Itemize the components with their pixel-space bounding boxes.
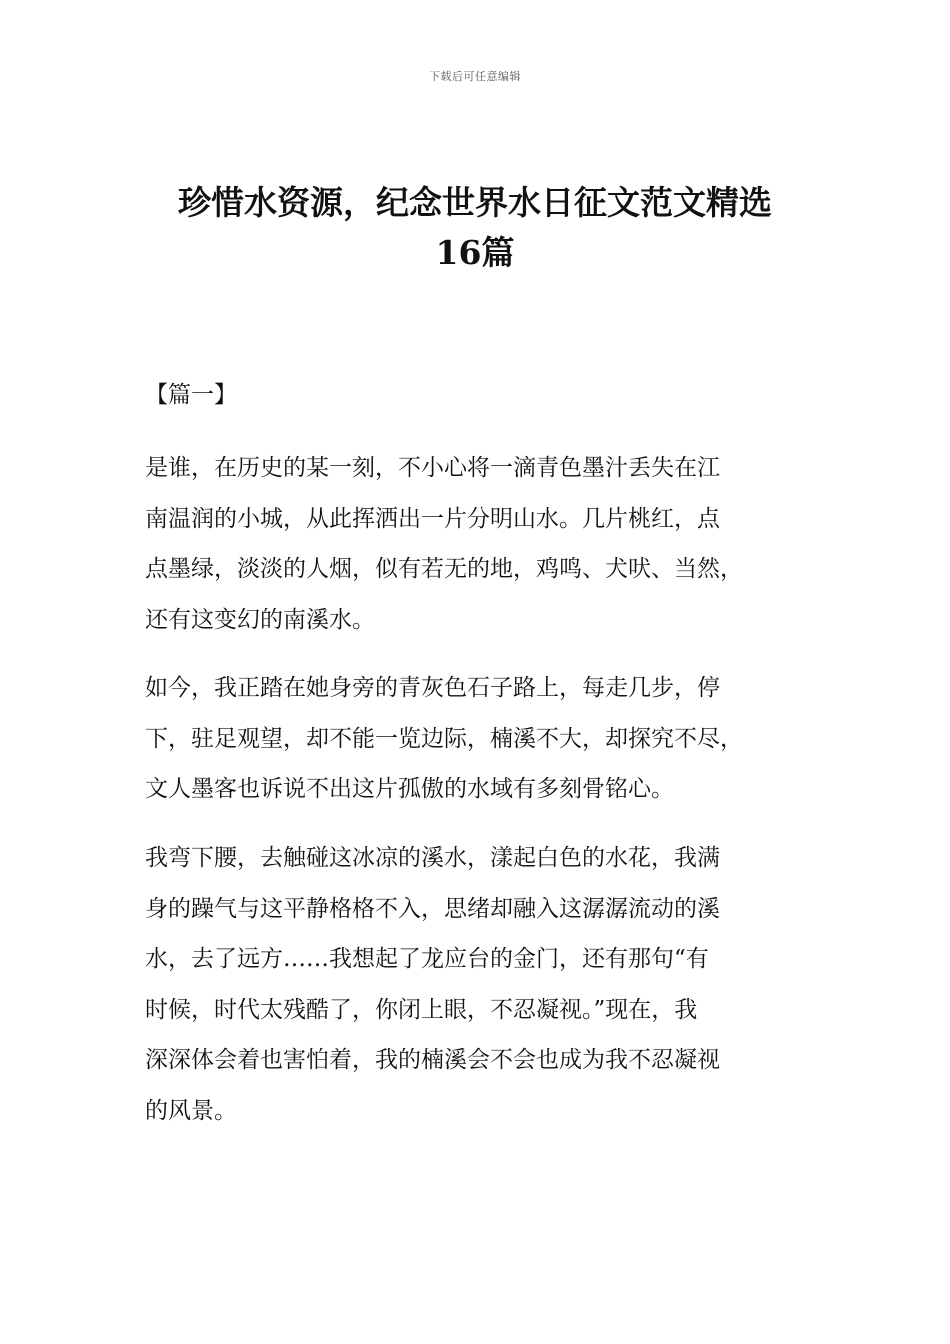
paragraph-line: 如今，我正踏在她身旁的青灰色石子路上，每走几步，停	[145, 675, 720, 701]
paragraph	[145, 663, 805, 815]
paragraph-line: 下，驻足观望，却不能一览边际，楠溪不大，却探究不尽，	[145, 725, 743, 752]
paragraph-line: 我弯下腰，去触碰这冰凉的溪水，漾起白色的水花，我满	[145, 845, 720, 871]
paragraph-line: 深深体会着也害怕着，我的楠溪会不会也成为我不忍凝视	[145, 1047, 720, 1073]
paragraph-line: 的风景。	[145, 1097, 237, 1124]
title-line: 珍惜水资源，纪念世界水日征文范文精选	[178, 183, 772, 222]
paragraph-line: 是谁，在历史的某一刻，不小心将一滴青色墨汁丢失在江	[145, 455, 720, 481]
paragraph	[145, 833, 805, 1136]
document-title	[110, 178, 840, 278]
paragraph-line: 南温润的小城，从此挥洒出一片分明山水。几片桃红，点	[145, 505, 720, 532]
paragraph-line: 还有这变幻的南溪水。	[145, 606, 375, 633]
paragraph	[145, 443, 805, 645]
section-label: 【篇一】	[145, 382, 237, 408]
paragraph-line: 文人墨客也诉说不出这片孤傲的水域有多刻骨铭心。	[145, 776, 674, 802]
paragraph-line: 水，去了远方……我想起了龙应台的金门，还有那句“有	[145, 946, 709, 972]
paragraph-line: 点墨绿，淡淡的人烟，似有若无的地，鸡鸣、犬吠、当然，	[145, 556, 743, 582]
paragraph-line: 身的躁气与这平静格格不入，思绪却融入这潺潺流动的溪	[145, 895, 720, 922]
header-note: 下载后可任意编辑	[429, 70, 521, 83]
paragraph-line: 时候，时代太残酷了，你闭上眼，不忍凝视。”现在，我	[145, 996, 698, 1023]
title-line: 16篇	[435, 233, 515, 272]
